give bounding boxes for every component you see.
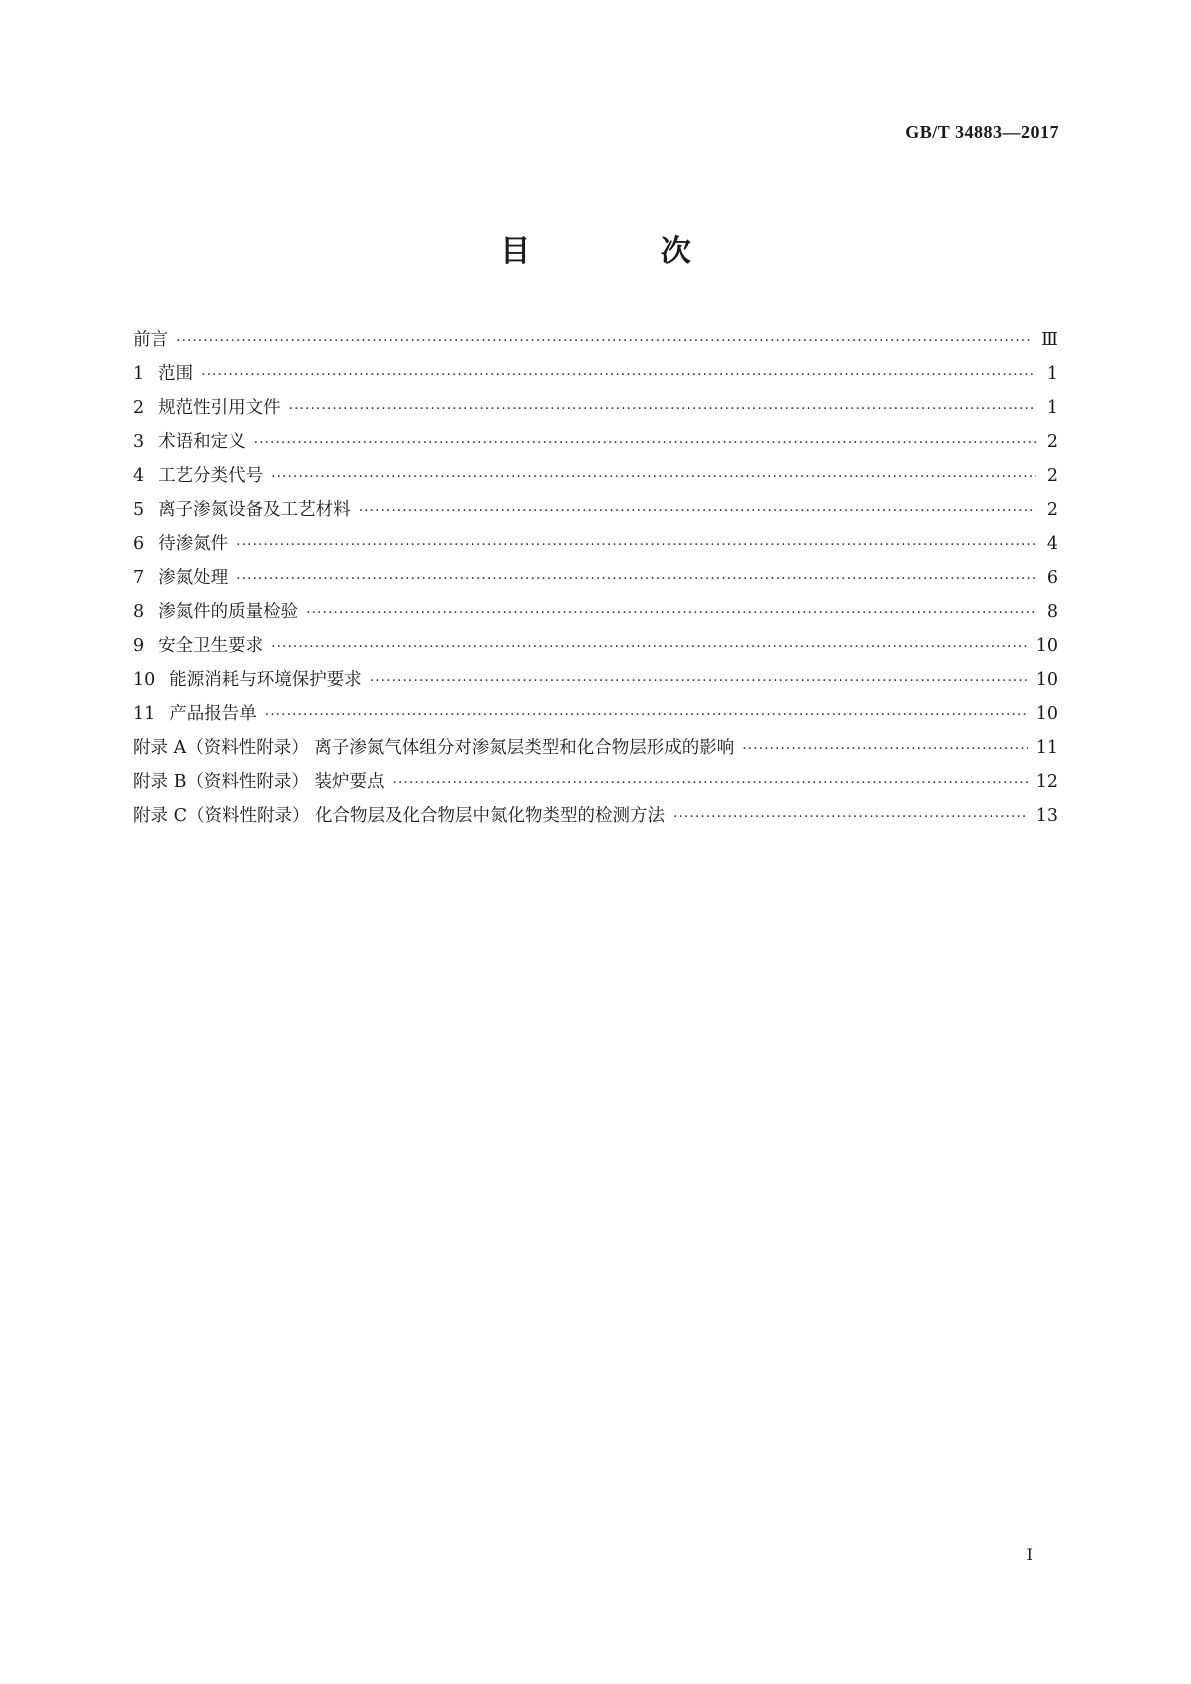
toc-entry-page: 1 [1046, 364, 1058, 384]
toc-leader-dots [393, 775, 1028, 791]
toc-leader-dots [306, 605, 1036, 621]
toc-entry[interactable] [133, 394, 1058, 428]
toc-leader-dots [201, 367, 1036, 383]
toc-entry-label: 附录 C（资料性附录） 化合物层及化合物层中氮化物类型的检测方法 [133, 806, 666, 826]
toc-entry-label: 1 范围 [133, 364, 194, 384]
toc-entry-label: 前言 [133, 330, 168, 350]
toc-entry-number: 9 [133, 636, 145, 656]
toc-entry[interactable] [133, 462, 1058, 496]
toc-entry[interactable] [133, 632, 1058, 666]
toc-entry-page: 12 [1035, 772, 1058, 792]
toc-entry-label: 8 渗氮件的质量检验 [133, 602, 299, 622]
toc-entry-number: 6 [133, 534, 145, 554]
toc-entry-number: 10 [133, 670, 156, 690]
toc-entry[interactable] [133, 700, 1058, 734]
toc-entry-number: 4 [133, 466, 145, 486]
toc-entry[interactable] [133, 496, 1058, 530]
toc-entry-page: 2 [1046, 500, 1058, 520]
toc-leader-dots [254, 435, 1036, 451]
table-of-contents [133, 326, 1058, 836]
toc-leader-dots [271, 469, 1036, 485]
toc-leader-dots [176, 333, 1033, 349]
toc-leader-dots [289, 401, 1036, 417]
toc-entry[interactable] [133, 360, 1058, 394]
toc-entry-label: 10 能源消耗与环境保护要求 [133, 670, 362, 690]
toc-entry-label: 5 离子渗氮设备及工艺材料 [133, 500, 351, 520]
toc-leader-dots [370, 673, 1028, 689]
toc-entry-number: 8 [133, 602, 145, 622]
page-number: I [1026, 1545, 1033, 1564]
toc-entry-number: 11 [133, 704, 156, 724]
toc-entry[interactable] [133, 598, 1058, 632]
toc-leader-dots [742, 741, 1027, 757]
toc-entry-label: 附录 B（资料性附录） 装炉要点 [133, 772, 385, 792]
toc-leader-dots [359, 503, 1036, 519]
toc-entry-page: 11 [1035, 738, 1058, 758]
toc-entry-page: 10 [1035, 704, 1058, 724]
page-title: 目 次 [500, 234, 751, 269]
toc-entry-page: 10 [1035, 636, 1058, 656]
toc-entry-page: 2 [1046, 466, 1058, 486]
toc-entry-page: 8 [1046, 602, 1058, 622]
toc-entry[interactable] [133, 530, 1058, 564]
standard-code: GB/T 34883—2017 [905, 122, 1059, 142]
toc-entry-number: 7 [133, 568, 145, 588]
toc-entry-label: 附录 A（资料性附录） 离子渗氮气体组分对渗氮层类型和化合物层形成的影响 [133, 738, 735, 758]
toc-entry-label: 9 安全卫生要求 [133, 636, 264, 656]
toc-entry-page: 13 [1035, 806, 1058, 826]
toc-entry-label: 7 渗氮处理 [133, 568, 229, 588]
toc-entry[interactable] [133, 802, 1058, 836]
toc-entry[interactable] [133, 768, 1058, 802]
toc-entry-label: 3 术语和定义 [133, 432, 246, 452]
toc-entry-page: 10 [1035, 670, 1058, 690]
toc-entry[interactable] [133, 564, 1058, 598]
toc-entry-number: 2 [133, 398, 145, 418]
toc-entry-label: 2 规范性引用文件 [133, 398, 281, 418]
toc-entry-page: 6 [1046, 568, 1058, 588]
toc-entry[interactable] [133, 666, 1058, 700]
toc-entry[interactable] [133, 734, 1058, 768]
toc-entry-page: 2 [1046, 432, 1058, 452]
toc-entry-page: 4 [1046, 534, 1058, 554]
toc-entry-number: 3 [133, 432, 145, 452]
toc-leader-dots [236, 537, 1036, 553]
toc-entry-number: 1 [133, 364, 145, 384]
toc-entry-page: 1 [1046, 398, 1058, 418]
toc-leader-dots [271, 639, 1028, 655]
toc-leader-dots [265, 707, 1028, 723]
toc-entry-label: 11 产品报告单 [133, 704, 257, 724]
toc-entry-number: 5 [133, 500, 145, 520]
toc-leader-dots [236, 571, 1036, 587]
toc-entry-label: 4 工艺分类代号 [133, 466, 264, 486]
toc-entry-page: Ⅲ [1041, 330, 1058, 350]
toc-leader-dots [673, 809, 1028, 825]
toc-entry[interactable] [133, 428, 1058, 462]
toc-entry[interactable] [133, 326, 1058, 360]
toc-entry-label: 6 待渗氮件 [133, 534, 229, 554]
